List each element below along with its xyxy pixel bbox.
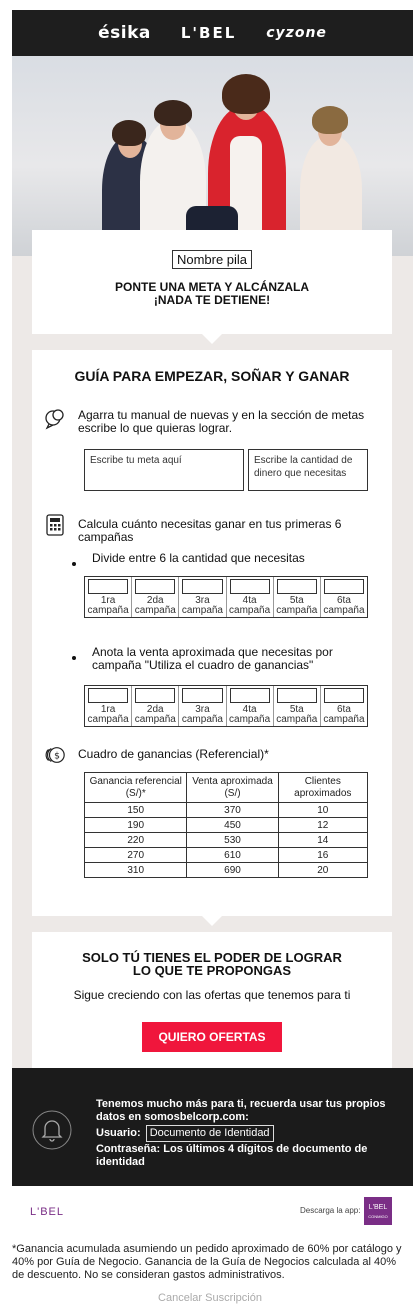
campaign-cell: 1ra campaña bbox=[85, 686, 132, 726]
user-value: Documento de Identidad bbox=[146, 1125, 274, 1142]
footer-bar bbox=[12, 1186, 413, 1240]
email-container bbox=[12, 10, 413, 1240]
campaign-input bbox=[88, 579, 128, 594]
table-header: Clientes aproximados bbox=[278, 773, 367, 803]
svg-text:$: $ bbox=[54, 750, 60, 762]
campaign-cell: 5ta campaña bbox=[274, 686, 321, 726]
intro-headline-1: PONTE UNA META Y ALCÁNZALA bbox=[115, 280, 309, 294]
table-row: 190 450 12 bbox=[85, 818, 368, 833]
intro-card bbox=[32, 230, 392, 334]
guide-card bbox=[32, 350, 392, 916]
account-message: Tenemos mucho más para ti, recuerda usar tus propios datos en somosbelcorp.com: bbox=[96, 1098, 386, 1123]
campaign-cell: 4ta campaña bbox=[227, 686, 274, 726]
step-1-text: Agarra tu manual de nuevas y en la sección de metas escribe lo que quieras lograr. bbox=[78, 408, 365, 435]
esika-logo[interactable]: ésika bbox=[98, 23, 151, 43]
table-row: 310 690 20 bbox=[85, 863, 368, 878]
intro-headline-2: ¡NADA TE DETIENE! bbox=[153, 293, 271, 307]
lbel-logo[interactable]: L'BEL bbox=[180, 24, 237, 42]
campaign-input bbox=[230, 579, 270, 594]
campaign-cell: 4ta campaña bbox=[227, 577, 274, 617]
campaign-input bbox=[135, 688, 175, 703]
password-value: Los últimos 4 dígitos de documento de identidad bbox=[96, 1143, 368, 1168]
step-2-text: Calcula cuánto necesitas ganar en tus primeras 6 campañas bbox=[78, 517, 342, 544]
campaign-input bbox=[230, 688, 270, 703]
campaign-cell: 1ra campaña bbox=[85, 577, 132, 617]
campaign-cell: 2da campaña bbox=[132, 577, 179, 617]
offers-title-1: SOLO TÚ TIENES EL PODER DE LOGRAR bbox=[82, 950, 342, 965]
campaign-cell: 2da campaña bbox=[132, 686, 179, 726]
campaign-grid-1 bbox=[84, 576, 368, 618]
bullet-2-text: Anota la venta aproximada que necesitas por campaña "Utiliza el cuadro de ganancias" bbox=[92, 645, 333, 672]
campaign-input bbox=[324, 579, 364, 594]
money-input-box: Escribe la cantidad de dinero que necesitas bbox=[248, 449, 368, 491]
table-row: 150 370 10 bbox=[85, 803, 368, 818]
table-header: Ganancia referencial (S/)* bbox=[85, 773, 187, 803]
table-row: 220 530 14 bbox=[85, 833, 368, 848]
chat-bubbles-icon bbox=[44, 408, 66, 430]
campaign-input bbox=[88, 688, 128, 703]
earnings-table bbox=[84, 772, 368, 878]
campaign-input bbox=[182, 688, 222, 703]
account-info-section bbox=[12, 1068, 413, 1186]
campaign-cell: 3ra campaña bbox=[179, 686, 226, 726]
campaign-input bbox=[277, 688, 317, 703]
user-label: Usuario: bbox=[96, 1127, 141, 1139]
bullet-1-text: Divide entre 6 la cantidad que necesitas bbox=[92, 551, 305, 565]
bell-icon bbox=[32, 1110, 72, 1150]
campaign-cell: 6ta campaña bbox=[321, 686, 367, 726]
step-3-text: Cuadro de ganancias (Referencial)* bbox=[78, 747, 269, 761]
lbel-footer-logo[interactable]: L'BEL bbox=[30, 1206, 65, 1218]
campaign-input bbox=[182, 579, 222, 594]
offers-title-2: LO QUE TE PROPONGAS bbox=[132, 963, 292, 978]
campaign-input bbox=[135, 579, 175, 594]
guide-title: GUÍA PARA EMPEZAR, SOÑAR Y GANAR bbox=[74, 368, 350, 384]
unsubscribe-link[interactable]: Cancelar Suscripción bbox=[158, 1292, 262, 1304]
hero-image bbox=[12, 56, 413, 256]
brand-bar bbox=[12, 10, 413, 56]
offers-card bbox=[32, 932, 392, 1088]
campaign-cell: 6ta campaña bbox=[321, 577, 367, 617]
campaign-cell: 3ra campaña bbox=[179, 577, 226, 617]
disclaimer-text: *Ganancia acumulada asumiendo un pedido aproximado de 60% por catálogo y 40% por Guía de Negocio. Ganancia de la Guía de Negocios calculada al 40% de descuento. No se consideran gastos administrativos. bbox=[12, 1243, 402, 1281]
quiero-ofertas-button[interactable]: QUIERO OFERTAS bbox=[142, 1022, 282, 1052]
offers-subtitle: Sigue creciendo con las ofertas que tenemos para ti bbox=[73, 988, 351, 1002]
coins-icon bbox=[44, 744, 66, 766]
campaign-input bbox=[324, 688, 364, 703]
download-app-label: Descarga la app: bbox=[300, 1206, 361, 1215]
table-header-row bbox=[85, 773, 368, 803]
campaign-cell: 5ta campaña bbox=[274, 577, 321, 617]
table-header: Venta aproximada (S/) bbox=[187, 773, 278, 803]
campaign-grid-2 bbox=[84, 685, 368, 727]
cyzone-logo[interactable]: cyzone bbox=[266, 25, 327, 41]
app-store-badge[interactable]: L'BEL CONMIGO bbox=[364, 1197, 392, 1225]
table-row: 270 610 16 bbox=[85, 848, 368, 863]
campaign-input bbox=[277, 579, 317, 594]
calculator-icon bbox=[44, 514, 66, 536]
password-label: Contraseña: bbox=[96, 1143, 161, 1155]
first-name-placeholder: Nombre pila bbox=[172, 250, 252, 269]
goal-input-box: Escribe tu meta aquí bbox=[84, 449, 244, 491]
